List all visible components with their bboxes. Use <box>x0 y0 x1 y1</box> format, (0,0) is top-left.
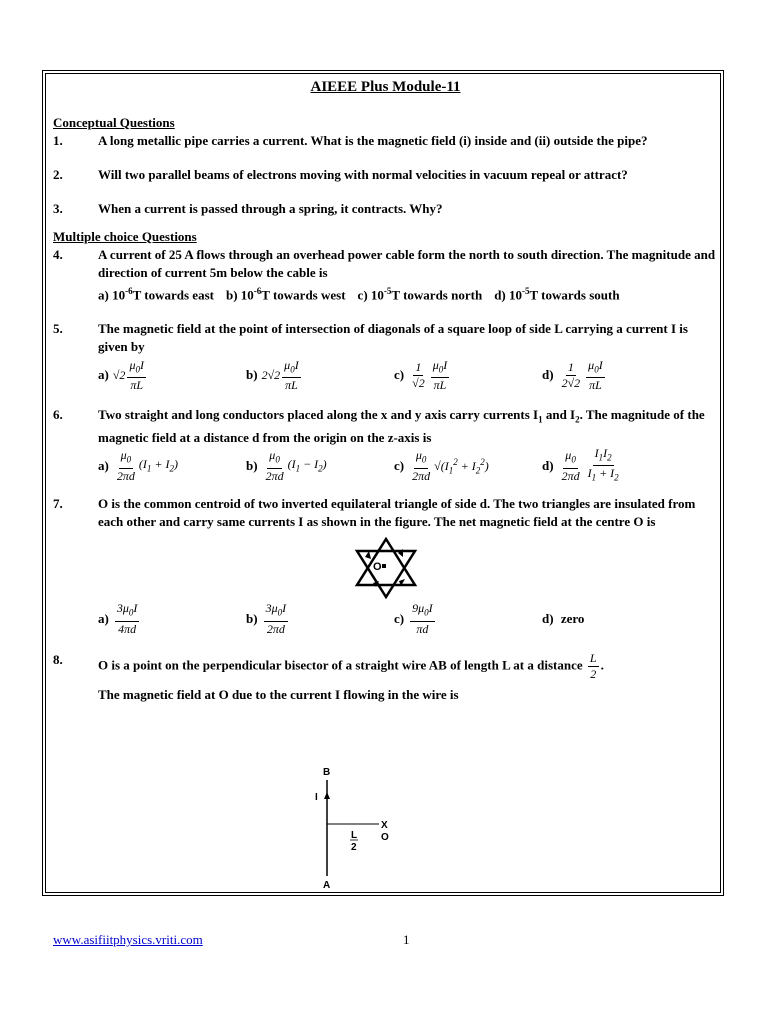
option-c: c) $10^{-5}T$ towards north <box>357 286 483 303</box>
option-c: c) $\frac{9\mu_0I}{\pi d}$ <box>394 601 433 636</box>
option-a: a) $\frac{3\mu_0I}{4\pi d}$ <box>98 601 138 636</box>
question-number: 8. <box>53 651 63 667</box>
question-7 <box>53 495 718 531</box>
question-number: 7. <box>53 495 63 511</box>
question-number: 5. <box>53 321 63 337</box>
point-a-label: A <box>323 880 331 891</box>
option-b: b) 2√2 $\frac{\mu_0I}{\pi L}$ <box>246 357 299 393</box>
option-b: b) $\frac{\mu_0}{2\pi d}$ $(I_1 - I_2)$ <box>246 448 327 483</box>
page-title: AIEEE Plus Module-11 <box>310 79 461 95</box>
option-c: c) $\frac{1}{√2}$ $\frac{\mu_0I}{\pi L}$ <box>394 357 448 393</box>
question-5 <box>53 320 718 356</box>
question-number: 1. <box>53 133 63 148</box>
question-number: 3. <box>53 201 63 216</box>
question-8 <box>53 651 718 682</box>
option-c: c) $\frac{\mu_0}{2\pi d}$ $√(I_1^2 + I_2^2)$ <box>394 448 489 483</box>
question-6-options <box>98 447 718 485</box>
option-d: d) $\frac{\mu_0}{2\pi d}$ $\frac{I_1I_2}{I_1 + I_2}$ <box>542 446 619 483</box>
option-d: d) $\frac{1}{2√2}$ $\frac{\mu_0I}{\pi L}$ <box>542 357 603 393</box>
question-4 <box>53 246 718 282</box>
current-i-label: I <box>315 792 318 803</box>
question-number: 2. <box>53 167 63 182</box>
point-o-label: O <box>381 832 389 843</box>
question-2 <box>53 166 718 184</box>
question-5-options <box>98 356 718 394</box>
question-text: O is the common centroid of two inverted equilateral triangle of side d. The two triangles are insulated from each other and carry same currents I as shown in the figure. The net magnetic field at the centre O is <box>98 495 696 529</box>
document-content <box>53 76 718 891</box>
question-text: O is a point on the perpendicular bisector of a straight wire AB of length L at a distance $\frac{L}{2}$ . <box>98 650 604 681</box>
x-label: X <box>381 820 388 831</box>
two-label: 2 <box>351 842 357 853</box>
question-7-options <box>98 599 718 639</box>
question-3 <box>53 200 718 218</box>
question-text: A current of 25 A flows through an overhead power cable form the north to south direction. The magnitude and direction of current 5m below the cable is <box>98 247 716 280</box>
option-a: a) $\frac{\mu_0}{2\pi d}$ $(I_1 + I_2)$ <box>98 448 178 483</box>
question-text: A long metallic pipe carries a current. What is the magnetic field (i) inside and (ii) outside the pipe? <box>98 133 648 148</box>
page-number: 1 <box>403 932 410 947</box>
question-text: Two straight and long conductors placed along the x and y axis carry currents $I_1$ and $I_2$. The magnitude of the magnetic field at a distance d from the origin on the z-axis is <box>98 407 705 445</box>
option-d: d) $10^{-5}T$ towards south <box>494 286 620 303</box>
question-6 <box>53 406 718 447</box>
question-4-options <box>98 282 718 304</box>
option-b: b) $10^{-6}T$ towards west <box>225 286 346 303</box>
question-number: 6. <box>53 407 63 423</box>
option-b: b) $\frac{3\mu_0I}{2\pi d}$ <box>246 601 287 636</box>
option-a: a) √2 $\frac{\mu_0I}{\pi L}$ <box>98 357 144 393</box>
wire-figure <box>301 766 411 892</box>
question-text: Will two parallel beams of electrons moving with normal velocities in vacuum repeal or attract? <box>98 167 628 182</box>
center-o-label: O <box>372 560 382 573</box>
question-text: When a current is passed through a spring, it contracts. Why? <box>98 201 443 216</box>
option-a: a) $10^{-6}T$ towards east <box>98 286 214 303</box>
option-d: d) zero <box>542 610 585 626</box>
question-8-text-2: The magnetic field at O due to the current I flowing in the wire is <box>98 686 459 702</box>
mcq-heading: Multiple choice Questions <box>53 229 197 244</box>
footer-website-link[interactable]: www.asifiitphysics.vriti.com <box>53 932 203 947</box>
l-label: L <box>351 830 358 841</box>
question-text: The magnetic field at the point of intersection of diagonals of a square loop of side L carrying a current I is given by <box>98 321 688 355</box>
point-b-label: B <box>323 767 331 778</box>
star-of-david-figure <box>351 537 421 599</box>
question-1 <box>53 132 718 150</box>
conceptual-heading: Conceptual Questions <box>53 115 175 130</box>
question-number: 4. <box>53 247 63 262</box>
